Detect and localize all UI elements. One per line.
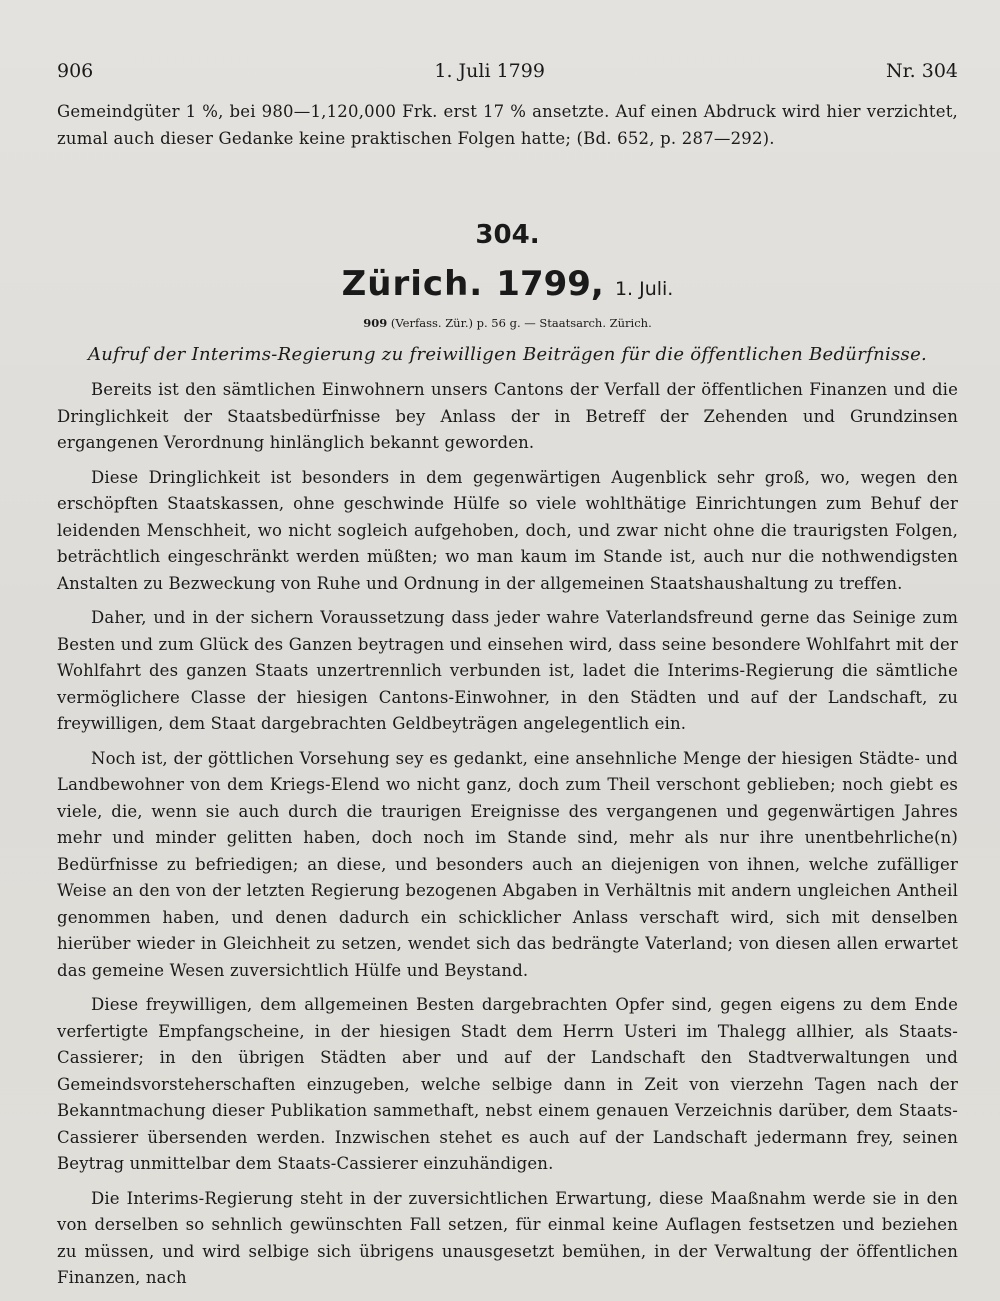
body-paragraph-3: Daher, und in der sichern Voraussetzung dass jeder wahre Vaterlandsfreund gerne das Seinige zum Besten und zum Glück des Ganzen beytragen und einsehen wird, dass seine besondere Wohlfahrt mit der Wohlfahrt des ganzen Staats unzertrennlich verbunden ist, ladet die Interims-Regierung die sämtliche vermöglichere Classe der hiesigen Cantons-Einwohner, in den Städten und auf der Landschaft, zu freywilligen, dem Staat dargebrachten Geldbeyträgen angelegentlich ein. bbox=[57, 608, 958, 733]
source-number: 909 bbox=[363, 316, 388, 330]
intro-paragraph: Gemeindgüter 1 %, bei 980—1,120,000 Frk. erst 17 % ansetzte. Auf einen Abdruck wird hier verzichtet, zumal auch dieser Gedanke keine praktischen Folgen hatte; (Bd. 652, p. 287—292). bbox=[57, 102, 958, 148]
running-head bbox=[57, 60, 958, 82]
header-doc-ref: Nr. 304 bbox=[886, 60, 958, 82]
body-paragraph-2: Diese Dringlichkeit ist besonders in dem gegenwärtigen Augenblick sehr groß, wo, wegen den erschöpften Staatskassen, ohne geschwinde Hülfe so viele wohlthätige Einrichtungen zum Behuf der leidenden Menschheit, wo nicht sogleich aufgehoben, doch, und zwar nicht ohne die traurigsten Folgen, beträchtlich eingeschränkt werden müßten; wo man kaum im Stande ist, auch nur die nothwendigsten Anstalten zu Bezweckung von Ruhe und Ordnung in der allgemeinen Staatshaushaltung zu treffen. bbox=[57, 467, 958, 593]
document-number: 304. bbox=[475, 220, 540, 250]
document-year: 1799, bbox=[496, 264, 604, 304]
document-date: 1. Juli. bbox=[614, 278, 674, 300]
document-heading bbox=[57, 264, 958, 304]
source-details: (Verfass. Zür.) p. 56 g. — Staatsarch. Zürich. bbox=[390, 316, 652, 330]
page-number: 906 bbox=[57, 60, 94, 82]
body-paragraph-1: Bereits ist den sämtlichen Einwohnern unsers Cantons der Verfall der öffentlichen Finanzen und die Dringlichkeit der Staatsbedürfnisse bey Anlass der in Betreff der Zehenden und Grundzinsen ergangenen Verordnung hinlänglich bekannt geworden. bbox=[57, 380, 958, 452]
document-title: Aufruf der Interims-Regierung zu freiwilligen Beiträgen für die öffentlichen Bedürfnisse. bbox=[87, 344, 928, 365]
body-paragraph-4: Noch ist, der göttlichen Vorsehung sey es gedankt, eine ansehnliche Menge der hiesigen Städte- und Landbewohner von dem Kriegs-Elend wo nicht ganz, doch zum Theil verschont geblieben; noch giebt es viele, die, wenn sie auch durch die traurigen Ereignisse des vergangenen und gegenwärtigen Jahres mehr und minder gelitten haben, doch noch im Stande sind, mehr als nur ihre unentbehrliche(n) Bedürfnisse zu befriedigen; an diese, und besonders auch an diejenigen von ihnen, welche zufälliger Weise an den von der letzten Regierung bezogenen Abgaben in Verhältnis mit andern ungleichen Antheil genommen haben, und denen dadurch ein schicklicher Anlass verschaft wird, sich mit denselben hierüber wieder in Gleichheit zu setzen, wendet sich das bedrängte Vaterland; von diesen allen erwartet das gemeine Wesen zuversichtlich Hülfe und Beystand. bbox=[57, 748, 958, 980]
header-date: 1. Juli 1799 bbox=[434, 60, 545, 82]
body-paragraph-5: Diese freywilligen, dem allgemeinen Besten dargebrachten Opfer sind, gegen eigens zu dem Ende verfertigte Empfangscheine, in der hiesigen Stadt dem Herrn Usteri im Thalegg allhier, als Staats-Cassierer; in den übrigen Städten aber und auf der Landschaft den Stadtverwaltungen und Gemeindsvorsteherschaften einzugeben, welche selbige dann in Zeit von vierzehn Tagen nach der Bekanntmachung dieser Publikation sammethaft, nebst einem genauen Verzeichnis darüber, dem Staats-Cassierer übersenden werden. Inzwischen stehet es auch auf der Landschaft jedermann frey, seinen Beytrag unmittelbar dem Staats-Cassierer einzuhändigen. bbox=[57, 995, 958, 1173]
body-paragraph-6: Die Interims-Regierung steht in der zuversichtlichen Erwartung, diese Maaßnahm werde sie in den von derselben so sehnlich gewünschten Fall setzen, für einmal keine Auflagen festsetzen und beziehen zu müssen, und wird selbige sich übrigens unausgesetzt bemühen, in der Verwaltung der öffentlichen Finanzen, nach bbox=[57, 1188, 958, 1287]
document-place: Zürich. bbox=[341, 264, 484, 304]
source-reference bbox=[57, 316, 958, 330]
page-content bbox=[57, 98, 958, 1300]
